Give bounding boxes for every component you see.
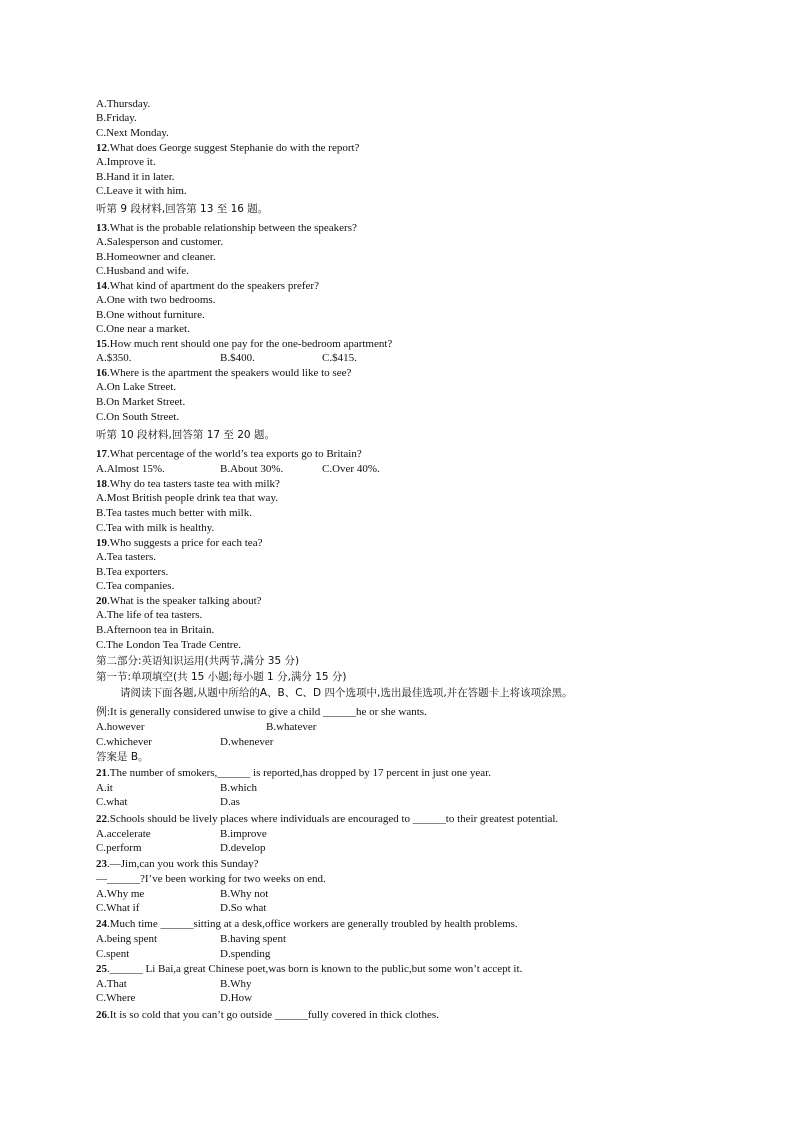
question-line bbox=[96, 857, 259, 871]
question-line bbox=[96, 337, 392, 351]
question-line bbox=[96, 536, 262, 550]
section-heading: 请阅读下面各题,从题中所给的A、B、C、D 四个选项中,选出最佳选项,并在答题卡上将该项涂黑。 bbox=[120, 687, 573, 699]
option-row bbox=[96, 720, 596, 734]
question-text: .Why do tea tasters taste tea with milk? bbox=[107, 478, 280, 490]
question-line bbox=[96, 812, 558, 826]
option-line: 例:It is generally considered unwise to give a child ______he or she wants. bbox=[96, 706, 427, 718]
question-number: 21 bbox=[96, 767, 107, 779]
option-row bbox=[96, 781, 596, 795]
option-text: C.$415. bbox=[322, 352, 357, 364]
question-line bbox=[96, 594, 262, 608]
question-text: .What percentage of the world’s tea exports go to Britain? bbox=[107, 448, 362, 460]
question-text: .—Jim,can you work this Sunday? bbox=[107, 858, 259, 870]
question-line bbox=[96, 141, 359, 155]
option-text: B.Why not bbox=[220, 888, 269, 900]
option-row bbox=[96, 947, 596, 961]
question-text: .How much rent should one pay for the one-bedroom apartment? bbox=[107, 338, 393, 350]
option-text: D.whenever bbox=[220, 736, 274, 748]
option-line: A.Tea tasters. bbox=[96, 551, 157, 563]
question-text: .What is the speaker talking about? bbox=[107, 595, 262, 607]
option-line: B.One without furniture. bbox=[96, 309, 205, 321]
option-line: B.Afternoon tea in Britain. bbox=[96, 624, 215, 636]
question-text: .What kind of apartment do the speakers prefer? bbox=[107, 280, 319, 292]
option-row bbox=[96, 351, 596, 365]
question-text: .______ Li Bai,a great Chinese poet,was born is known to the public,but some won’t accept it. bbox=[107, 963, 523, 975]
question-text: .Much time ______sitting at a desk,office workers are generally troubled by health problems. bbox=[107, 918, 518, 930]
question-number: 16 bbox=[96, 367, 107, 379]
option-text: D.develop bbox=[220, 842, 266, 854]
question-text: .What is the probable relationship between the speakers? bbox=[107, 222, 357, 234]
option-line: B.Tea exporters. bbox=[96, 566, 169, 578]
question-line bbox=[96, 917, 518, 931]
question-line bbox=[96, 366, 351, 380]
option-text: A.That bbox=[96, 978, 127, 990]
question-number: 19 bbox=[96, 537, 107, 549]
question-number: 25 bbox=[96, 963, 107, 975]
option-text: C.Where bbox=[96, 992, 136, 1004]
option-row bbox=[96, 901, 596, 915]
option-row bbox=[96, 991, 596, 1005]
question-text: .Who suggests a price for each tea? bbox=[107, 537, 263, 549]
question-number: 26 bbox=[96, 1009, 107, 1021]
option-row bbox=[96, 887, 596, 901]
option-text: A.$350. bbox=[96, 352, 132, 364]
section-heading: 听第 10 段材料,回答第 17 至 20 题。 bbox=[96, 429, 275, 441]
option-text: B.About 30%. bbox=[220, 463, 284, 475]
section-heading: 听第 9 段材料,回答第 13 至 16 题。 bbox=[96, 203, 269, 215]
question-line bbox=[96, 962, 522, 976]
option-line: A.One with two bedrooms. bbox=[96, 294, 216, 306]
option-line: A.The life of tea tasters. bbox=[96, 609, 203, 621]
option-line: C.Tea with milk is healthy. bbox=[96, 522, 215, 534]
option-line: C.Husband and wife. bbox=[96, 265, 189, 277]
option-line: C.Leave it with him. bbox=[96, 185, 187, 197]
option-line: C.The London Tea Trade Centre. bbox=[96, 639, 242, 651]
section-heading: 答案是 B。 bbox=[96, 751, 149, 763]
option-text: B.$400. bbox=[220, 352, 255, 364]
question-text: .Where is the apartment the speakers would like to see? bbox=[107, 367, 352, 379]
option-text: B.whatever bbox=[266, 721, 317, 733]
option-line: C.Next Monday. bbox=[96, 127, 169, 139]
option-line: B.Homeowner and cleaner. bbox=[96, 251, 216, 263]
option-line: B.On Market Street. bbox=[96, 396, 186, 408]
option-row bbox=[96, 977, 596, 991]
option-line: A.On Lake Street. bbox=[96, 381, 177, 393]
question-text: .The number of smokers,______ is reported,has dropped by 17 percent in just one year. bbox=[107, 767, 491, 779]
option-row bbox=[96, 735, 596, 749]
option-line: A.Thursday. bbox=[96, 98, 151, 110]
option-line: C.On South Street. bbox=[96, 411, 180, 423]
question-number: 18 bbox=[96, 478, 107, 490]
option-text: A.however bbox=[96, 721, 145, 733]
question-line bbox=[96, 1008, 439, 1022]
question-line bbox=[96, 221, 357, 235]
question-line bbox=[96, 766, 491, 780]
question-text: .It is so cold that you can’t go outside ______fully covered in thick clothes. bbox=[107, 1009, 439, 1021]
question-number: 12 bbox=[96, 142, 107, 154]
question-number: 22 bbox=[96, 813, 107, 825]
option-row bbox=[96, 841, 596, 855]
question-line bbox=[96, 279, 319, 293]
question-number: 24 bbox=[96, 918, 107, 930]
question-number: 14 bbox=[96, 280, 107, 292]
question-line bbox=[96, 477, 280, 491]
option-text: C.whichever bbox=[96, 736, 152, 748]
option-text: B.which bbox=[220, 782, 257, 794]
option-text: B.having spent bbox=[220, 933, 286, 945]
option-text: B.improve bbox=[220, 828, 267, 840]
option-text: D.So what bbox=[220, 902, 267, 914]
option-row bbox=[96, 795, 596, 809]
option-text: C.Over 40%. bbox=[322, 463, 380, 475]
section-heading: 第二部分:英语知识运用(共两节,满分 35 分) bbox=[96, 655, 300, 667]
option-line: —______?I’ve been working for two weeks on end. bbox=[96, 873, 326, 885]
option-line: C.Tea companies. bbox=[96, 580, 175, 592]
option-text: C.perform bbox=[96, 842, 142, 854]
option-text: C.what bbox=[96, 796, 128, 808]
option-text: A.it bbox=[96, 782, 113, 794]
option-line: A.Salesperson and customer. bbox=[96, 236, 224, 248]
question-number: 23 bbox=[96, 858, 107, 870]
section-heading: 第一节:单项填空(共 15 小题;每小题 1 分,满分 15 分) bbox=[96, 671, 347, 683]
option-text: A.Why me bbox=[96, 888, 145, 900]
option-line: B.Hand it in later. bbox=[96, 171, 175, 183]
question-number: 15 bbox=[96, 338, 107, 350]
question-text: .Schools should be lively places where individuals are encouraged to ______to their greatest potential. bbox=[107, 813, 559, 825]
option-text: B.Why bbox=[220, 978, 252, 990]
option-line: C.One near a market. bbox=[96, 323, 190, 335]
option-text: C.spent bbox=[96, 948, 130, 960]
question-line bbox=[96, 447, 362, 461]
option-row bbox=[96, 932, 596, 946]
question-number: 17 bbox=[96, 448, 107, 460]
option-line: A.Improve it. bbox=[96, 156, 156, 168]
option-row bbox=[96, 462, 596, 476]
option-line: B.Tea tastes much better with milk. bbox=[96, 507, 252, 519]
option-line: B.Friday. bbox=[96, 112, 137, 124]
option-row bbox=[96, 827, 596, 841]
option-line: A.Most British people drink tea that way. bbox=[96, 492, 278, 504]
question-number: 20 bbox=[96, 595, 107, 607]
option-text: D.How bbox=[220, 992, 253, 1004]
question-number: 13 bbox=[96, 222, 107, 234]
option-text: A.being spent bbox=[96, 933, 158, 945]
option-text: D.spending bbox=[220, 948, 271, 960]
question-text: .What does George suggest Stephanie do with the report? bbox=[107, 142, 360, 154]
option-text: D.as bbox=[220, 796, 240, 808]
option-text: A.accelerate bbox=[96, 828, 151, 840]
option-text: C.What if bbox=[96, 902, 140, 914]
option-text: A.Almost 15%. bbox=[96, 463, 165, 475]
